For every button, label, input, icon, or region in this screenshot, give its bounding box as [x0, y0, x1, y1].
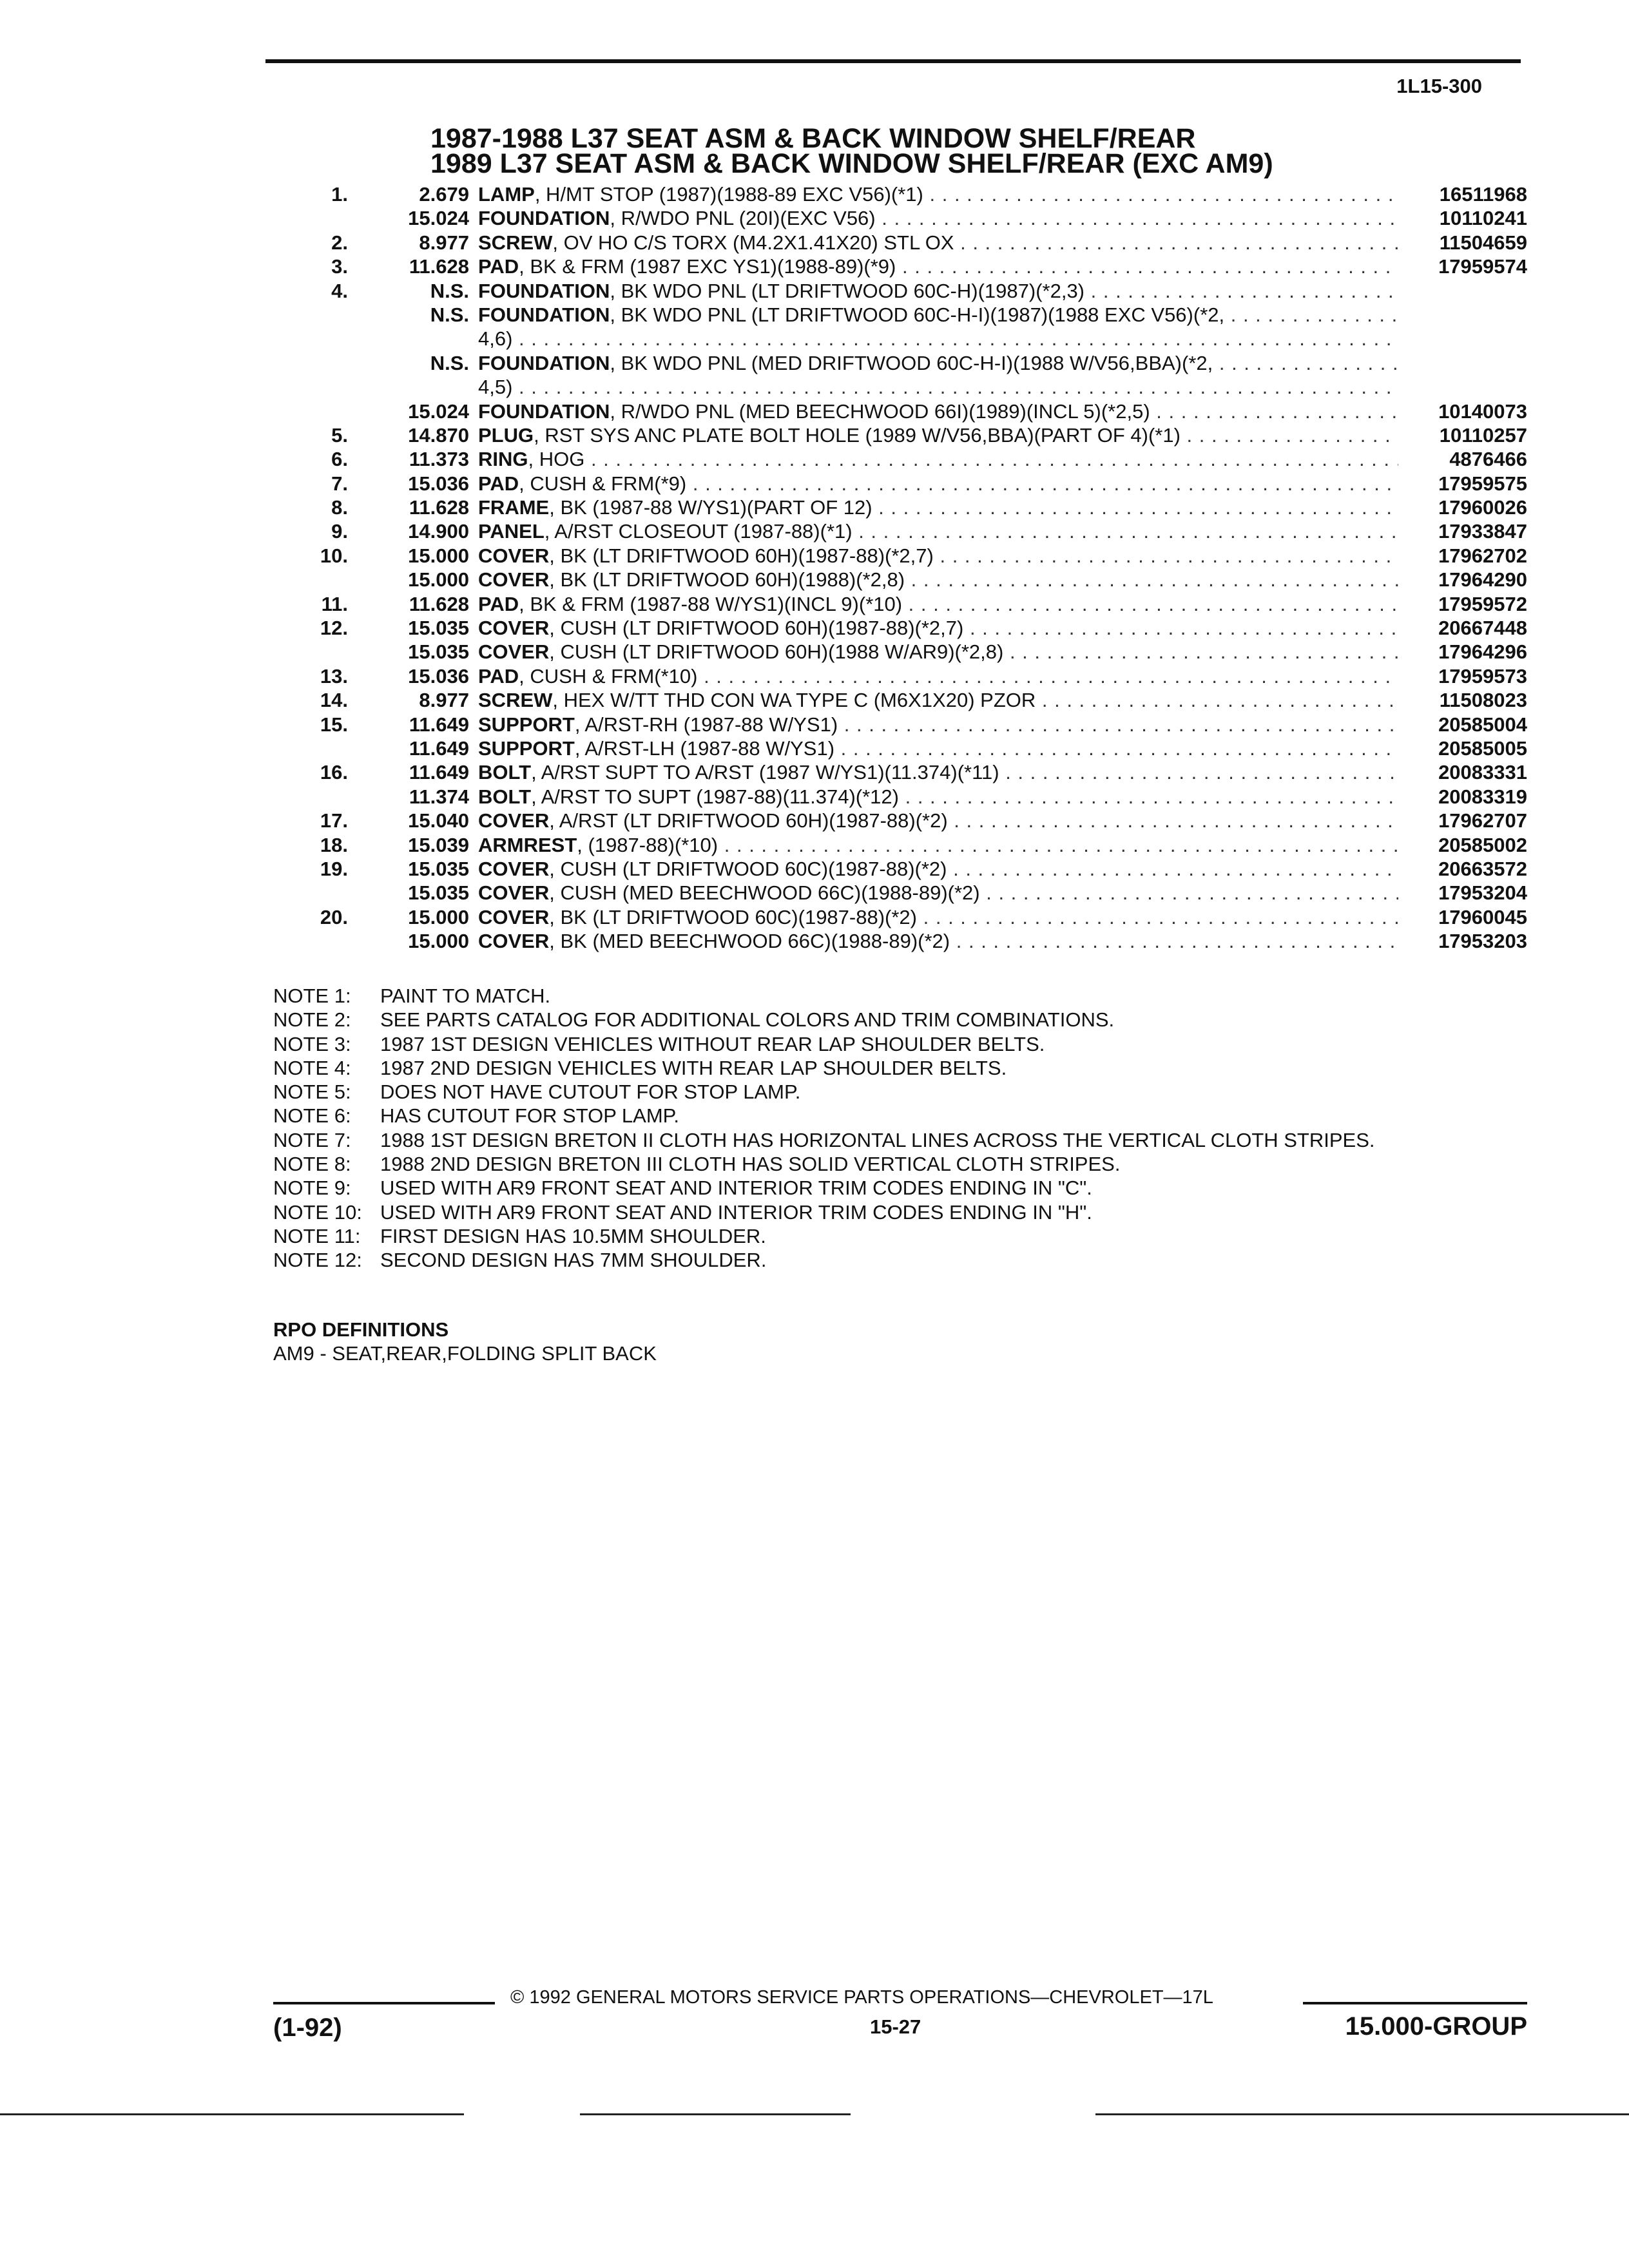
- note-text: PAINT TO MATCH.: [380, 985, 551, 1007]
- group-number: 11.373: [409, 448, 469, 471]
- note-label: NOTE 6:: [273, 1104, 351, 1128]
- part-description: [478, 736, 1398, 760]
- part-name: RING: [478, 448, 528, 471]
- item-number: 13.: [320, 664, 348, 687]
- note-text: 1988 1ST DESIGN BRETON II CLOTH HAS HORIZONTAL LINES ACROSS THE VERTICAL CLOTH STRIPES.: [380, 1128, 1375, 1151]
- group-number: 11.628: [409, 496, 469, 519]
- group-number: 11.649: [409, 713, 469, 736]
- group-number: 15.000: [408, 568, 469, 591]
- part-description: [478, 231, 1398, 255]
- part-row: [245, 929, 1527, 953]
- note-text: SECOND DESIGN HAS 7MM SHOULDER.: [380, 1249, 767, 1272]
- item-number: 12.: [320, 617, 348, 640]
- part-name: LAMP: [478, 183, 535, 206]
- footer-copyright: © 1992 GENERAL MOTORS SERVICE PARTS OPERATIONS—CHEVROLET—17L: [510, 1987, 1213, 2008]
- part-detail: , BK WDO PNL (LT DRIFTWOOD 60C-H-I)(1987)(1988 EXC V56)(*2,: [610, 303, 1225, 326]
- part-detail: , HEX W/TT THD CON WA TYPE C (M6X1X20) PZOR: [552, 689, 1036, 712]
- note-text: 1988 2ND DESIGN BRETON III CLOTH HAS SOLID VERTICAL CLOTH STRIPES.: [380, 1153, 1121, 1176]
- top-rule: [265, 59, 1521, 63]
- part-name: BOLT: [478, 785, 532, 808]
- part-number: 17964290: [1438, 568, 1527, 591]
- item-number: 10.: [320, 544, 348, 567]
- part-name: PAD: [478, 664, 519, 687]
- note-item: [273, 1008, 1476, 1032]
- part-row: [245, 423, 1527, 447]
- part-row: [245, 736, 1527, 760]
- item-number: 20.: [320, 905, 348, 928]
- note-label: NOTE 3:: [273, 1032, 351, 1055]
- scan-line: [1095, 2113, 1629, 2115]
- part-row: [245, 881, 1527, 905]
- note-item: [273, 1200, 1476, 1224]
- note-item: [273, 1104, 1476, 1128]
- group-number: 15.035: [408, 617, 469, 640]
- part-number: 10110241: [1439, 207, 1527, 230]
- group-number: 15.036: [408, 472, 469, 495]
- group-number: 11.374: [409, 785, 469, 808]
- part-name: SCREW: [478, 689, 553, 712]
- part-name: BOLT: [478, 761, 532, 784]
- note-label: NOTE 12:: [273, 1249, 362, 1272]
- part-number: 20083319: [1438, 785, 1527, 808]
- part-description: [478, 255, 1398, 278]
- part-row: [245, 640, 1527, 664]
- part-number: 10140073: [1438, 399, 1527, 423]
- part-detail: , CUSH & FRM(*10): [519, 664, 698, 687]
- note-text: DOES NOT HAVE CUTOUT FOR STOP LAMP.: [380, 1081, 801, 1104]
- part-number: 20083331: [1438, 761, 1527, 784]
- note-label: NOTE 8:: [273, 1153, 351, 1176]
- part-detail: , R/WDO PNL (20I)(EXC V56): [610, 207, 876, 230]
- part-row-continuation: [245, 327, 1527, 351]
- part-detail: , A/RST CLOSEOUT (1987-88)(*1): [544, 520, 853, 543]
- part-detail: , HOG: [528, 448, 585, 471]
- part-row: [245, 688, 1527, 712]
- part-detail: , BK & FRM (1987-88 W/YS1)(INCL 9)(*10): [519, 592, 903, 615]
- part-row: [245, 857, 1527, 881]
- part-number: 17933847: [1438, 520, 1527, 543]
- part-number: 4876466: [1449, 448, 1527, 471]
- part-row: [245, 519, 1527, 543]
- part-name: ARMREST: [478, 833, 577, 856]
- part-description: [478, 303, 1398, 327]
- part-number: 17960045: [1438, 905, 1527, 928]
- part-description: [478, 857, 1398, 881]
- part-number: 17953204: [1438, 881, 1527, 905]
- part-name: FOUNDATION: [478, 351, 610, 374]
- note-text: USED WITH AR9 FRONT SEAT AND INTERIOR TRIM CODES ENDING IN "C".: [380, 1177, 1092, 1200]
- part-row: [245, 399, 1527, 423]
- part-row: [245, 833, 1527, 857]
- part-detail: , CUSH (MED BEECHWOOD 66C)(1988-89)(*2): [549, 881, 980, 905]
- part-row: [245, 351, 1527, 375]
- part-name: COVER: [478, 640, 550, 664]
- part-detail: , A/RST TO SUPT (1987-88)(11.374)(*12): [531, 785, 899, 808]
- note-item: [273, 1128, 1476, 1152]
- part-detail: , CUSH (LT DRIFTWOOD 60C)(1987-88)(*2): [549, 857, 947, 880]
- item-number: 11.: [321, 592, 348, 615]
- part-detail: , R/WDO PNL (MED BEECHWOOD 66I)(1989)(INCL 5)(*2,5): [610, 399, 1150, 423]
- part-name: SCREW: [478, 231, 553, 254]
- part-number: 20585004: [1438, 713, 1527, 736]
- item-number: 16.: [320, 761, 348, 784]
- footer-rule-right: [1303, 2002, 1527, 2004]
- item-number: 4.: [331, 279, 348, 302]
- group-number: 11.628: [409, 255, 469, 278]
- part-number: 17962707: [1438, 809, 1527, 832]
- part-number: 17959575: [1438, 472, 1527, 495]
- part-detail: , A/RST SUPT TO A/RST (1987 W/YS1)(11.374)(*11): [531, 761, 999, 784]
- notes-section: [273, 984, 1476, 1273]
- note-text: 1987 1ST DESIGN VEHICLES WITHOUT REAR LAP SHOULDER BELTS.: [380, 1032, 1045, 1055]
- group-number: 11.649: [409, 736, 469, 760]
- note-item: [273, 984, 1476, 1008]
- group-number: 15.039: [408, 833, 469, 856]
- part-detail: , CUSH & FRM(*9): [519, 472, 687, 495]
- part-detail: , OV HO C/S TORX (M4.2X1.41X20) STL OX: [552, 231, 954, 254]
- part-number: 16511968: [1439, 183, 1527, 206]
- part-row: [245, 785, 1527, 809]
- note-label: NOTE 4:: [273, 1056, 351, 1079]
- note-item: [273, 1224, 1476, 1248]
- note-text: SEE PARTS CATALOG FOR ADDITIONAL COLORS AND TRIM COMBINATIONS.: [380, 1008, 1115, 1032]
- group-number: 15.035: [408, 857, 469, 880]
- group-number: 15.040: [408, 809, 469, 832]
- part-name: COVER: [478, 617, 550, 640]
- part-row: [245, 255, 1527, 278]
- group-number: 15.035: [408, 640, 469, 664]
- part-name: COVER: [478, 568, 550, 591]
- group-number: 11.628: [409, 592, 469, 615]
- part-row: [245, 495, 1527, 519]
- part-detail: , A/RST-LH (1987-88 W/YS1): [574, 736, 835, 760]
- part-row: [245, 279, 1527, 303]
- note-item: [273, 1032, 1476, 1056]
- group-number: 15.036: [408, 664, 469, 687]
- item-number: 18.: [320, 833, 348, 856]
- part-number: 17962702: [1438, 544, 1527, 567]
- item-number: 2.: [331, 231, 348, 254]
- part-row: [245, 905, 1527, 929]
- part-number: 17964296: [1438, 640, 1527, 664]
- part-name: SUPPORT: [478, 713, 575, 736]
- part-name: SUPPORT: [478, 736, 575, 760]
- part-row: [245, 182, 1527, 206]
- part-description: [478, 664, 1398, 688]
- group-number: 8.977: [419, 689, 469, 712]
- note-label: NOTE 7:: [273, 1128, 351, 1151]
- part-row: [245, 664, 1527, 688]
- note-text: HAS CUTOUT FOR STOP LAMP.: [380, 1104, 679, 1128]
- part-row-continuation: [245, 375, 1527, 399]
- part-row: [245, 760, 1527, 784]
- part-name: FOUNDATION: [478, 399, 610, 423]
- parts-list: [245, 182, 1527, 954]
- part-row: [245, 809, 1527, 832]
- part-number: 17953203: [1438, 930, 1527, 953]
- part-description: [478, 423, 1398, 447]
- part-name: PAD: [478, 472, 519, 495]
- group-number: 11.649: [409, 761, 469, 784]
- part-description: [478, 495, 1398, 519]
- part-number: 11504659: [1439, 231, 1527, 254]
- part-detail: , BK (LT DRIFTWOOD 60H)(1987-88)(*2,7): [549, 544, 934, 567]
- note-item: [273, 1176, 1476, 1200]
- part-detail: , A/RST-RH (1987-88 W/YS1): [574, 713, 838, 736]
- page-id: 1L15-300: [1396, 75, 1482, 97]
- part-detail: , BK (LT DRIFTWOOD 60H)(1988)(*2,8): [549, 568, 905, 591]
- group-number: 15.000: [408, 544, 469, 567]
- part-detail: , BK (MED BEECHWOOD 66C)(1988-89)(*2): [549, 930, 950, 953]
- note-label: NOTE 10:: [273, 1200, 362, 1224]
- part-description: [478, 279, 1398, 303]
- part-description: [478, 640, 1398, 664]
- part-name: PANEL: [478, 520, 545, 543]
- note-item: [273, 1080, 1476, 1104]
- group-number: 15.035: [408, 881, 469, 905]
- group-number: 15.000: [408, 905, 469, 928]
- note-text: FIRST DESIGN HAS 10.5MM SHOULDER.: [380, 1224, 766, 1247]
- scan-line: [0, 2113, 464, 2115]
- item-number: 1.: [331, 183, 348, 206]
- note-label: NOTE 5:: [273, 1081, 351, 1104]
- part-detail-continued: 4,6) . . .: [478, 327, 1398, 351]
- part-description: [478, 568, 1398, 591]
- group-number: 14.900: [408, 520, 469, 543]
- note-label: NOTE 2:: [273, 1008, 351, 1032]
- part-name: COVER: [478, 905, 550, 928]
- part-row: [245, 544, 1527, 568]
- part-detail-continued: 4,5) . . .: [478, 375, 1398, 399]
- part-name: COVER: [478, 544, 550, 567]
- group-number: N.S.: [430, 279, 469, 302]
- part-number: 20585002: [1438, 833, 1527, 856]
- part-name: COVER: [478, 857, 550, 880]
- part-description: [478, 206, 1398, 230]
- group-number: 15.000: [408, 930, 469, 953]
- part-description: [478, 399, 1398, 423]
- part-description: [478, 785, 1398, 809]
- group-number: 14.870: [408, 423, 469, 447]
- footer-date: (1-92): [273, 2013, 342, 2042]
- part-detail: , A/RST (LT DRIFTWOOD 60H)(1987-88)(*2): [549, 809, 948, 832]
- part-number: 17959573: [1438, 664, 1527, 687]
- note-label: NOTE 9:: [273, 1177, 351, 1200]
- item-number: 8.: [331, 496, 348, 519]
- item-number: 7.: [331, 472, 348, 495]
- note-item: [273, 1056, 1476, 1080]
- item-number: 14.: [320, 689, 348, 712]
- part-row: [245, 447, 1527, 471]
- item-number: 5.: [331, 423, 348, 447]
- note-item: [273, 1152, 1476, 1176]
- part-name: FOUNDATION: [478, 279, 610, 302]
- part-name: COVER: [478, 930, 550, 953]
- part-detail: , CUSH (LT DRIFTWOOD 60H)(1987-88)(*2,7): [549, 617, 964, 640]
- group-number: 15.024: [408, 207, 469, 230]
- part-detail: , BK (1987-88 W/YS1)(PART OF 12): [549, 496, 872, 519]
- item-number: 3.: [331, 255, 348, 278]
- part-row: [245, 713, 1527, 736]
- group-number: N.S.: [430, 303, 469, 326]
- part-description: [478, 447, 1398, 471]
- title-line-2: 1989 L37 SEAT ASM & BACK WINDOW SHELF/REAR (EXC AM9): [430, 148, 1273, 179]
- rpo-definitions: [273, 1318, 657, 1365]
- scan-line: [580, 2113, 851, 2115]
- item-number: 15.: [320, 713, 348, 736]
- title-line-1: 1987-1988 L37 SEAT ASM & BACK WINDOW SHELF/REAR: [430, 123, 1196, 154]
- part-row: [245, 206, 1527, 230]
- note-text: 1987 2ND DESIGN VEHICLES WITH REAR LAP SHOULDER BELTS.: [380, 1056, 1007, 1079]
- part-description: [478, 544, 1398, 568]
- part-description: [478, 688, 1398, 712]
- part-detail: , BK WDO PNL (MED DRIFTWOOD 60C-H-I)(1988 W/V56,BBA)(*2,: [610, 351, 1213, 374]
- part-description: [478, 929, 1398, 953]
- part-name: PAD: [478, 592, 519, 615]
- item-number: 9.: [331, 520, 348, 543]
- part-description: [478, 519, 1398, 543]
- part-name: COVER: [478, 881, 550, 905]
- part-description: [478, 713, 1398, 736]
- part-description: [478, 182, 1398, 206]
- part-detail: , BK WDO PNL (LT DRIFTWOOD 60C-H)(1987)(*2,3): [610, 279, 1085, 302]
- part-number: 20663572: [1438, 857, 1527, 880]
- part-number: 20585005: [1438, 736, 1527, 760]
- item-number: 19.: [320, 857, 348, 880]
- item-number: 17.: [320, 809, 348, 832]
- part-number: 10110257: [1439, 423, 1527, 447]
- part-description: [478, 881, 1398, 905]
- part-description: [478, 472, 1398, 495]
- note-item: [273, 1248, 1476, 1272]
- footer-group: 15.000-GROUP: [1345, 2012, 1527, 2041]
- part-number: 17959574: [1438, 255, 1527, 278]
- group-number: N.S.: [430, 351, 469, 374]
- part-number: 17959572: [1438, 592, 1527, 615]
- part-name: COVER: [478, 809, 550, 832]
- part-number: 11508023: [1439, 689, 1527, 712]
- group-number: 2.679: [419, 183, 469, 206]
- part-row: [245, 472, 1527, 495]
- part-row: [245, 231, 1527, 255]
- footer-page-number: 15-27: [870, 2015, 921, 2038]
- part-name: FOUNDATION: [478, 207, 610, 230]
- rpo-heading: RPO DEFINITIONS: [273, 1318, 449, 1341]
- part-detail: , (1987-88)(*10): [577, 833, 718, 856]
- part-description: [478, 905, 1398, 929]
- part-description: [478, 592, 1398, 616]
- group-number: 15.024: [408, 399, 469, 423]
- part-detail: , H/MT STOP (1987)(1988-89 EXC V56)(*1): [534, 183, 923, 206]
- part-description: [478, 833, 1398, 857]
- footer-rule-left: [273, 2002, 495, 2004]
- part-row: [245, 592, 1527, 616]
- note-text: USED WITH AR9 FRONT SEAT AND INTERIOR TRIM CODES ENDING IN "H".: [380, 1200, 1092, 1224]
- part-description: [478, 351, 1398, 375]
- rpo-entry: AM9 - SEAT,REAR,FOLDING SPLIT BACK: [273, 1342, 657, 1365]
- part-name: PAD: [478, 255, 519, 278]
- note-label: NOTE 11:: [273, 1224, 361, 1247]
- part-detail: , BK & FRM (1987 EXC YS1)(1988-89)(*9): [519, 255, 896, 278]
- part-row: [245, 568, 1527, 591]
- part-description: [478, 616, 1398, 640]
- part-description: [478, 809, 1398, 832]
- note-label: NOTE 1:: [273, 985, 351, 1007]
- part-description: [478, 760, 1398, 784]
- group-number: 8.977: [419, 231, 469, 254]
- part-name: PLUG: [478, 423, 534, 447]
- item-number: 6.: [331, 448, 348, 471]
- part-detail: , RST SYS ANC PLATE BOLT HOLE (1989 W/V56,BBA)(PART OF 4)(*1): [534, 423, 1181, 447]
- part-detail: , BK (LT DRIFTWOOD 60C)(1987-88)(*2): [549, 905, 917, 928]
- part-number: 20667448: [1438, 617, 1527, 640]
- part-detail: , CUSH (LT DRIFTWOOD 60H)(1988 W/AR9)(*2,8): [549, 640, 1004, 664]
- part-name: FOUNDATION: [478, 303, 610, 326]
- part-row: [245, 616, 1527, 640]
- part-row: [245, 303, 1527, 327]
- part-number: 17960026: [1438, 496, 1527, 519]
- part-name: FRAME: [478, 496, 550, 519]
